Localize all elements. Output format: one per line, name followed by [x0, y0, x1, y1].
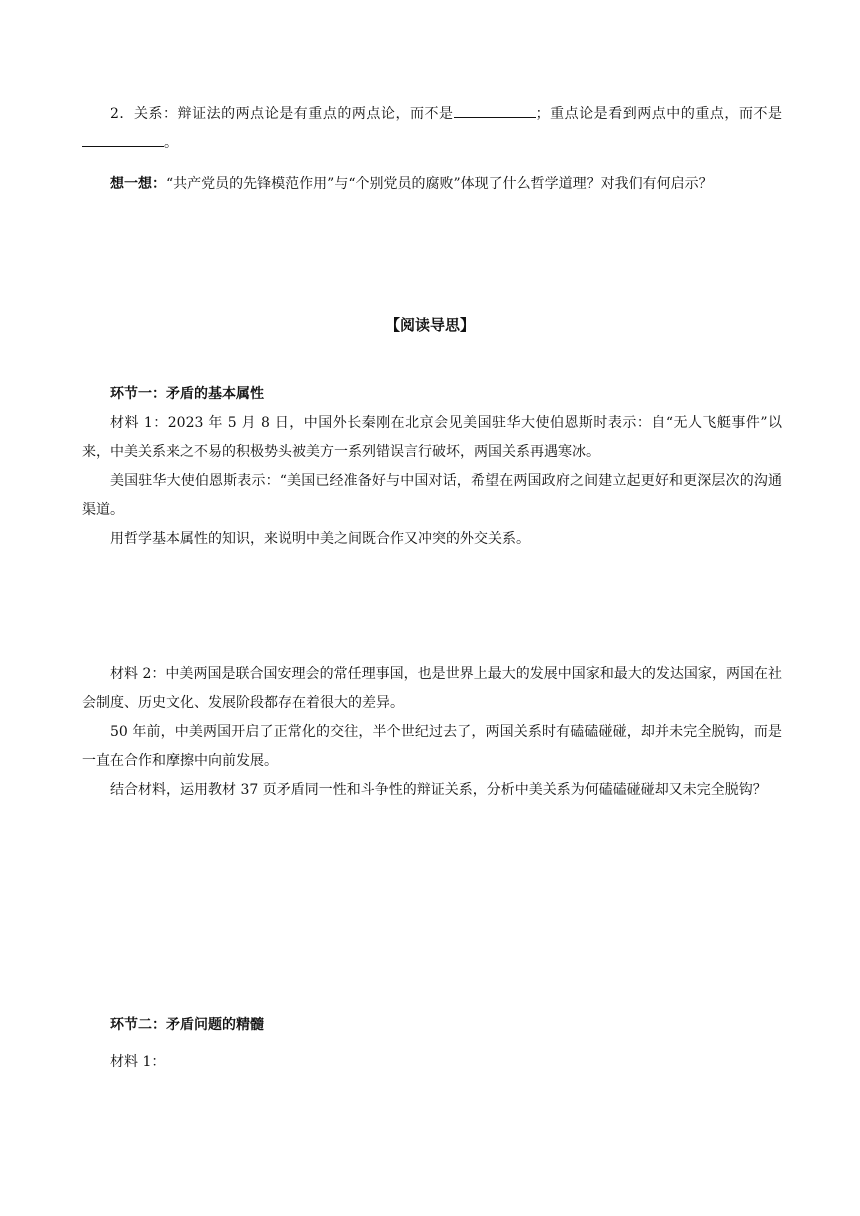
answer-blank-1[interactable] — [454, 103, 536, 118]
link1-heading: 环节一：矛盾的基本属性 — [110, 386, 264, 402]
relation-text-2: ；重点论是看到两点中的重点，而不 — [535, 106, 768, 122]
relation-text-3: 是 — [768, 106, 782, 122]
link2-heading: 环节二：矛盾问题的精髓 — [110, 1017, 264, 1033]
link1-question2: 结合材料，运用教材 37 页矛盾同一性和斗争性的辩证关系，分析中美关系为何磕磕碰碰却又未完全脱钩？ — [110, 782, 767, 798]
think-prompt — [82, 170, 782, 199]
question-relation — [82, 100, 782, 158]
link1-question1: 用哲学基本属性的知识，来说明中美之间既合作又冲突的外交关系。 — [110, 531, 530, 547]
link2-material1: 材料 1： — [110, 1054, 166, 1070]
relation-text-1: 2．关系：辩证法的两点论是有重点的两点论，而不是 — [110, 106, 454, 122]
section-title: 【阅读导思】 — [384, 316, 475, 334]
link1-material1-a: 材料 1：2023 年 5 月 8 日，中国外长秦刚在北京会见美国驻华大使伯恩斯时表示：自“无人飞艇事件”以来，中美关系来之不易的积极势头被美方一系列错误言行破坏，两国关系再遇寒冰。 — [82, 415, 782, 460]
think-text: “共产党员的先锋模范作用”与“个别党员的腐败”体现了什么哲学道理？对我们有何启示？ — [166, 176, 713, 192]
think-label: 想一想： — [110, 176, 166, 192]
link1-material1-b: 美国驻华大使伯恩斯表示：“美国已经准备好与中国对话，希望在两国政府之间建立起更好和更深层次的沟通渠道。 — [82, 473, 782, 518]
link1-material2-b: 50 年前，中美两国开启了正常化的交往，半个世纪过去了，两国关系时有磕磕碰碰，却并未完全脱钩，而是一直在合作和摩擦中向前发展。 — [82, 724, 782, 769]
relation-text-4: 。 — [164, 135, 178, 151]
answer-blank-2[interactable] — [82, 132, 164, 147]
link1-material2-a: 材料 2：中美两国是联合国安理会的常任理事国，也是世界上最大的发展中国家和最大的发达国家，两国在社会制度、历史文化、发展阶段都存在着很大的差异。 — [82, 666, 782, 711]
